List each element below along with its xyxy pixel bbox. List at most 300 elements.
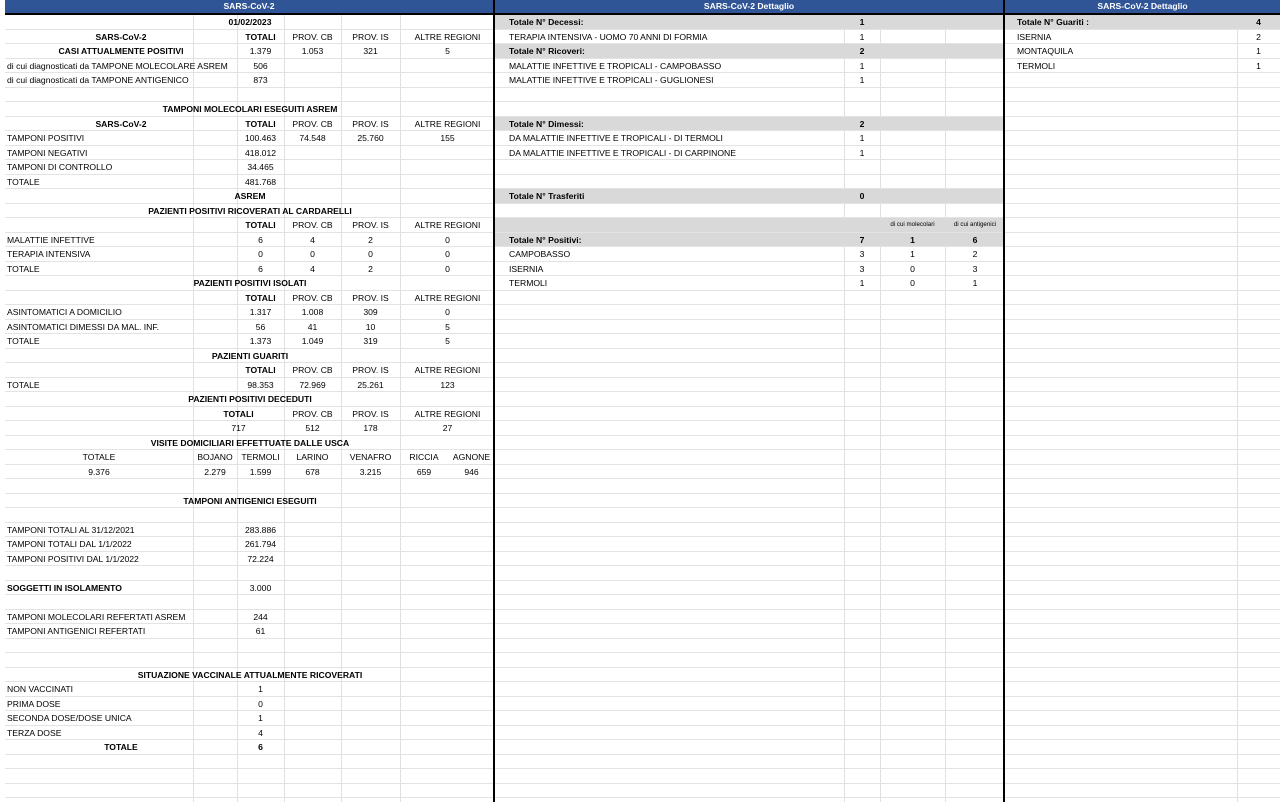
row-label: TOTALE [7, 379, 40, 390]
cell-value: 1.379 [249, 46, 272, 56]
section-title-row [5, 436, 493, 451]
empty-row [1005, 755, 1280, 770]
row-label: CAMPOBASSO [509, 249, 571, 259]
empty-row [1005, 682, 1280, 697]
empty-row [495, 653, 1003, 668]
row-label: Totale N° Trasferiti [509, 191, 585, 201]
cell-value: 244 [253, 611, 268, 622]
cell-value: 1 [859, 147, 865, 158]
empty-row [1005, 668, 1280, 683]
empty-row [495, 436, 1003, 451]
cell-value: 25.760 [357, 133, 384, 143]
cell-value: 3.215 [359, 466, 382, 477]
table-row [5, 697, 493, 712]
sub-header-row [495, 218, 1003, 233]
empty-row [1005, 769, 1280, 784]
empty-row [495, 711, 1003, 726]
table-row [5, 334, 493, 349]
empty-row [495, 523, 1003, 538]
section-title: PAZIENTI POSITIVI ISOLATI [193, 278, 307, 288]
table-row [5, 581, 493, 596]
empty-row [1005, 508, 1280, 523]
row-label: TOTALE [7, 176, 40, 187]
cell-value: 98.353 [247, 379, 274, 390]
empty-row [5, 566, 493, 581]
cell-value: 6 [258, 742, 263, 752]
empty-row [1005, 421, 1280, 436]
row-label: TAMPONI POSITIVI DAL 1/1/2022 [7, 553, 139, 564]
cell-value: 0 [258, 698, 263, 709]
cell-value: 5 [445, 321, 450, 332]
empty-row [1005, 450, 1280, 465]
column-header: PROV. CB [292, 31, 333, 42]
cell-value: 1.049 [301, 336, 324, 346]
empty-row [1005, 436, 1280, 451]
cell-value: 1 [1256, 46, 1261, 56]
row-label: MALATTIE INFETTIVE [7, 234, 95, 245]
empty-row [495, 595, 1003, 610]
cell-value: 3.000 [249, 582, 272, 593]
empty-row [5, 798, 493, 802]
cell-value: 0 [445, 263, 450, 274]
column-header: PROV. IS [352, 118, 389, 129]
empty-row [1005, 131, 1280, 146]
table-row [5, 610, 493, 625]
empty-row [1005, 349, 1280, 364]
table-row [5, 233, 493, 248]
empty-row [495, 102, 1003, 117]
cell-value: 27 [442, 423, 453, 433]
cell-value: 4 [1256, 17, 1261, 27]
header-row [5, 363, 493, 378]
cell-value: 1 [910, 234, 915, 245]
cell-value: 25.261 [357, 379, 384, 390]
row-label: PRIMA DOSE [7, 698, 61, 709]
empty-row [5, 88, 493, 103]
cell-value: 0 [310, 249, 315, 259]
cell-value: 309 [363, 307, 378, 317]
cell-value: 512 [305, 423, 320, 433]
cell-value: 1 [859, 278, 865, 288]
empty-row [1005, 276, 1280, 291]
section-title-row [5, 494, 493, 509]
cell-value: 1 [859, 60, 865, 71]
row-label: TOTALE [7, 336, 40, 346]
empty-row [495, 784, 1003, 799]
cell-value: 0 [910, 278, 915, 288]
table-row [5, 537, 493, 552]
table-row [5, 523, 493, 538]
cell-value: 319 [363, 336, 378, 346]
empty-row [495, 639, 1003, 654]
section-title: PAZIENTI GUARITI [211, 350, 289, 361]
column-header: TOTALE [82, 452, 116, 462]
row-label: TOTALE [104, 742, 138, 752]
empty-row [1005, 494, 1280, 509]
cell-value: 1 [859, 31, 865, 42]
cell-value: 1 [258, 684, 263, 694]
table-row [5, 726, 493, 741]
table-row [5, 305, 493, 320]
empty-row [495, 697, 1003, 712]
empty-row [1005, 247, 1280, 262]
empty-row [5, 784, 493, 799]
row-label: TERMOLI [509, 278, 548, 288]
cell-value: 72.224 [247, 553, 274, 564]
empty-row [1005, 334, 1280, 349]
section-title: TAMPONI MOLECOLARI ESEGUITI ASREM [162, 104, 338, 114]
row-label: TOTALE [7, 263, 40, 274]
trasferiti-total-row [495, 189, 1003, 204]
column-header: VENAFRO [349, 452, 392, 462]
column-header: TOTALI [223, 408, 254, 419]
empty-row [1005, 726, 1280, 741]
empty-row [495, 450, 1003, 465]
column-header: ALTRE REGIONI [414, 365, 481, 375]
row-label: TERMOLI [1017, 60, 1056, 71]
column-header: PROV. CB [292, 365, 333, 375]
cell-value: 946 [464, 466, 479, 477]
table-row [5, 711, 493, 726]
empty-row [495, 552, 1003, 567]
row-label: ASINTOMATICI A DOMICILIO [7, 307, 122, 317]
ricoveri-total-row [495, 44, 1003, 59]
column-header: TOTALI [245, 292, 276, 303]
row-label: DA MALATTIE INFETTIVE E TROPICALI - DI CARPINONE [509, 147, 736, 158]
empty-row [495, 566, 1003, 581]
cell-value: 2 [368, 263, 373, 274]
cell-value: 717 [231, 423, 246, 433]
guariti-detail-panel [1005, 0, 1280, 802]
header-row [5, 218, 493, 233]
column-header: ALTRE REGIONI [414, 292, 481, 303]
cell-value: 6 [972, 234, 978, 245]
empty-row [1005, 697, 1280, 712]
cell-value: 283.886 [244, 524, 277, 535]
empty-row [495, 508, 1003, 523]
empty-row [1005, 363, 1280, 378]
empty-row [495, 363, 1003, 378]
detail-table [495, 15, 1003, 802]
cell-value: 4 [258, 727, 263, 738]
cell-value: 74.548 [299, 133, 326, 143]
table-row [1005, 44, 1280, 59]
column-header: TOTALI [245, 118, 276, 129]
empty-row [495, 610, 1003, 625]
column-header: TOTALI [245, 365, 276, 375]
cell-value: 3 [859, 249, 865, 259]
row-label: ISERNIA [1017, 31, 1052, 42]
column-header: PROV. IS [352, 220, 389, 230]
empty-row [1005, 479, 1280, 494]
cell-value: 659 [416, 466, 432, 477]
row-label: ISERNIA [509, 263, 544, 274]
guariti-total-row [1005, 15, 1280, 30]
table-row [495, 276, 1003, 291]
column-header: AGNONE [452, 452, 491, 462]
row-label: TAMPONI NEGATIVI [7, 147, 88, 158]
panel-title: SARS-CoV-2 Dettaglio [495, 0, 1003, 15]
empty-row [495, 349, 1003, 364]
empty-row [1005, 88, 1280, 103]
empty-row [5, 769, 493, 784]
cell-value: 0 [445, 249, 450, 259]
empty-row [5, 653, 493, 668]
cell-value: 6 [258, 263, 263, 274]
column-header: SARS-CoV-2 [95, 31, 147, 42]
empty-row [5, 479, 493, 494]
row-label: Totale N° Dimessi: [509, 118, 584, 129]
row-label: MALATTIE INFETTIVE E TROPICALI - GUGLIONESI [509, 75, 714, 85]
table-row [5, 131, 493, 146]
column-header: LARINO [296, 452, 329, 462]
row-label: Totale N° Ricoveri: [509, 46, 585, 56]
cell-value: 2 [859, 46, 865, 56]
empty-row [1005, 639, 1280, 654]
column-header: TERMOLI [241, 452, 280, 462]
table-row [5, 740, 493, 755]
cell-value: 5 [445, 46, 450, 56]
section-title: VISITE DOMICILIARI EFFETTUATE DALLE USCA [150, 437, 350, 448]
cell-value: 678 [305, 466, 320, 477]
cell-value: 2.279 [204, 466, 226, 477]
cell-value: 4 [310, 263, 315, 274]
empty-row [1005, 624, 1280, 639]
table-row [495, 146, 1003, 161]
table-row [495, 247, 1003, 262]
cell-value: 9.376 [88, 466, 110, 477]
empty-row [495, 755, 1003, 770]
empty-row [1005, 407, 1280, 422]
cell-value: 5 [445, 336, 450, 346]
cell-value: 100.463 [244, 133, 277, 143]
empty-row [495, 668, 1003, 683]
empty-row [1005, 305, 1280, 320]
table-row [5, 73, 493, 88]
empty-row [495, 378, 1003, 393]
empty-row [1005, 798, 1280, 802]
empty-row [495, 421, 1003, 436]
cell-value: 1 [859, 75, 865, 85]
table-row [5, 146, 493, 161]
cell-value: 10 [365, 321, 376, 332]
empty-row [1005, 537, 1280, 552]
empty-row [5, 595, 493, 610]
cell-value: 0 [910, 263, 915, 274]
section-title-row [5, 102, 493, 117]
table-row [5, 682, 493, 697]
cell-value: 1.317 [249, 307, 272, 317]
row-label: Totale N° Guariti : [1017, 17, 1090, 27]
column-header: PROV. CB [292, 220, 333, 230]
cell-value: 1 [859, 133, 865, 143]
column-header: TOTALI [245, 220, 276, 230]
header-row [5, 30, 493, 45]
table-row [5, 247, 493, 262]
section-title: ASREM [234, 191, 266, 201]
table-row [495, 73, 1003, 88]
row-label: TAMPONI TOTALI AL 31/12/2021 [7, 524, 135, 535]
cell-value: 0 [859, 191, 865, 201]
empty-row [495, 465, 1003, 480]
section-title-row [5, 204, 493, 219]
cell-value: 3 [859, 263, 865, 274]
empty-row [1005, 320, 1280, 335]
row-label: MONTAQUILA [1017, 46, 1074, 56]
header-row [5, 291, 493, 306]
empty-row [1005, 740, 1280, 755]
positivi-total-row [495, 233, 1003, 248]
empty-row [1005, 160, 1280, 175]
cell-value: 0 [445, 234, 450, 245]
empty-row [495, 740, 1003, 755]
cell-value: 481.768 [244, 176, 277, 187]
empty-row [1005, 378, 1280, 393]
empty-row [1005, 784, 1280, 799]
section-title-row [5, 276, 493, 291]
column-header: di cui antigenici [953, 221, 997, 228]
panel-title: SARS-CoV-2 Dettaglio [1005, 0, 1280, 15]
panel-title: SARS-CoV-2 [5, 0, 493, 15]
row-label: TERAPIA INTENSIVA - UOMO 70 ANNI DI FORMIA [509, 31, 708, 42]
cell-value: 2 [368, 234, 373, 245]
column-header: TOTALI [245, 31, 276, 42]
cell-value: 1.008 [301, 307, 324, 317]
column-header: ALTRE REGIONI [414, 408, 481, 419]
empty-row [495, 160, 1003, 175]
table-row [5, 421, 493, 436]
empty-row [495, 88, 1003, 103]
section-title-row [5, 392, 493, 407]
empty-row [1005, 552, 1280, 567]
section-title: SITUAZIONE VACCINALE ATTUALMENTE RICOVERATI [137, 669, 363, 680]
cell-value: 3 [972, 263, 978, 274]
empty-row [1005, 117, 1280, 132]
empty-row [1005, 262, 1280, 277]
empty-row [495, 204, 1003, 219]
cell-value: 4 [310, 234, 315, 245]
empty-row [1005, 581, 1280, 596]
table-row [5, 465, 493, 480]
column-header: ALTRE REGIONI [414, 31, 481, 42]
guariti-table [1005, 15, 1280, 802]
empty-row [1005, 146, 1280, 161]
row-label: TERZA DOSE [7, 727, 62, 738]
column-header: PROV. IS [352, 31, 389, 42]
section-title: PAZIENTI POSITIVI RICOVERATI AL CARDARELLI [148, 205, 352, 216]
section-title-row [5, 349, 493, 364]
row-label: ASINTOMATICI DIMESSI DA MAL. INF. [7, 321, 160, 332]
cell-value: 61 [255, 626, 266, 636]
dimessi-total-row [495, 117, 1003, 132]
empty-row [1005, 233, 1280, 248]
row-label: SECONDA DOSE/DOSE UNICA [7, 713, 132, 723]
row-label: TAMPONI ANTIGENICI REFERTATI [7, 626, 146, 636]
empty-row [1005, 102, 1280, 117]
column-header: PROV. IS [352, 365, 389, 375]
empty-row [495, 334, 1003, 349]
cell-value: 873 [253, 75, 268, 85]
empty-row [1005, 610, 1280, 625]
empty-row [495, 726, 1003, 741]
cell-value: 123 [440, 379, 455, 390]
row-label: CASI ATTUALMENTE POSITIVI [58, 46, 184, 56]
cell-value: 418.012 [244, 147, 277, 158]
empty-row [495, 305, 1003, 320]
section-title: PAZIENTI POSITIVI DECEDUTI [188, 394, 312, 404]
empty-row [5, 755, 493, 770]
empty-row [1005, 204, 1280, 219]
empty-row [495, 175, 1003, 190]
row-label: TAMPONI DI CONTROLLO [7, 162, 113, 172]
header-row [5, 450, 493, 465]
row-label: Totale N° Decessi: [509, 17, 584, 27]
empty-row [1005, 711, 1280, 726]
empty-row [495, 320, 1003, 335]
empty-row [495, 479, 1003, 494]
table-row [495, 59, 1003, 74]
column-header: ALTRE REGIONI [414, 220, 481, 230]
table-row [5, 624, 493, 639]
table-row [5, 160, 493, 175]
section-title-row [5, 189, 493, 204]
row-label: TAMPONI TOTALI DAL 1/1/2022 [7, 539, 132, 549]
empty-row [1005, 465, 1280, 480]
cell-value: 72.969 [299, 379, 326, 390]
cell-value: 6 [258, 234, 263, 245]
empty-row [1005, 392, 1280, 407]
column-header: RICCIA [409, 452, 439, 462]
cell-value: 1 [258, 713, 263, 723]
empty-row [495, 537, 1003, 552]
section-title-row [5, 668, 493, 683]
row-label: NON VACCINATI [7, 684, 74, 694]
cell-value: 56 [255, 321, 266, 332]
empty-row [1005, 218, 1280, 233]
cell-value: 1.053 [301, 46, 324, 56]
empty-row [495, 407, 1003, 422]
row-label: di cui diagnosticati da TAMPONE ANTIGENICO [7, 75, 189, 85]
cell-value: 34.465 [247, 162, 274, 172]
empty-row [1005, 189, 1280, 204]
table-row [5, 59, 493, 74]
table-row [5, 262, 493, 277]
cell-value: 1.373 [249, 336, 272, 346]
row-label: di cui diagnosticati da TAMPONE MOLECOLARE ASREM [7, 60, 228, 71]
row-label: TERAPIA INTENSIVA [7, 249, 91, 259]
section-title: TAMPONI ANTIGENICI ESEGUITI [183, 495, 317, 506]
table-row [495, 30, 1003, 45]
empty-row [1005, 175, 1280, 190]
column-header: SARS-CoV-2 [95, 118, 147, 129]
empty-row [1005, 523, 1280, 538]
table-row [5, 378, 493, 393]
cell-value: 261.794 [244, 539, 277, 549]
cell-value: 2 [972, 249, 978, 259]
empty-row [1005, 73, 1280, 88]
row-label: SOGGETTI IN ISOLAMENTO [7, 582, 122, 593]
column-header: PROV. CB [292, 118, 333, 129]
cell-value: 506 [253, 60, 268, 71]
cell-value: 2 [1256, 31, 1261, 42]
row-label: MALATTIE INFETTIVE E TROPICALI - CAMPOBASSO [509, 60, 722, 71]
cell-value: 1 [910, 249, 915, 259]
cell-value: 0 [258, 249, 263, 259]
cell-value: 321 [363, 46, 378, 56]
empty-row [495, 581, 1003, 596]
empty-row [495, 624, 1003, 639]
cell-value: 178 [363, 423, 378, 433]
